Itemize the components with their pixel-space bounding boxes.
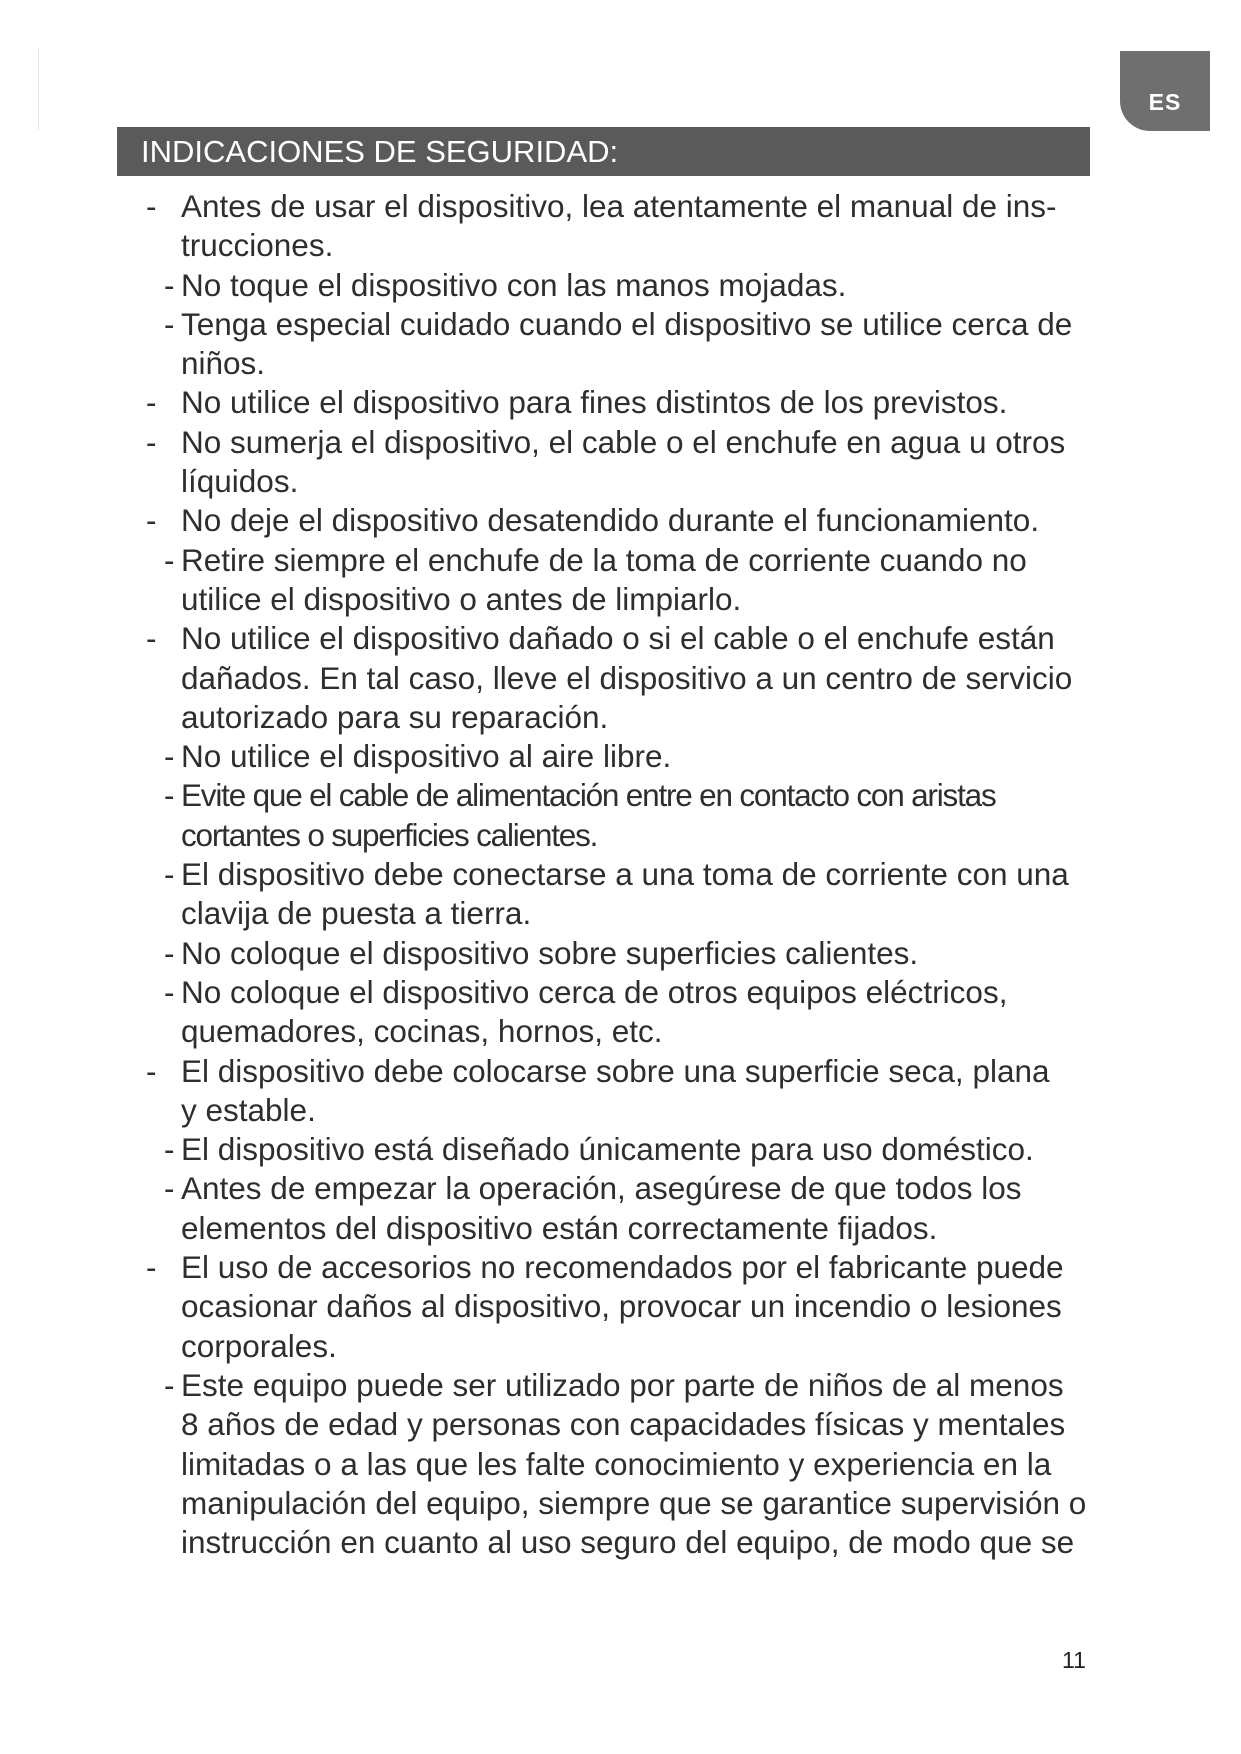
bullet-dash: - <box>146 1249 157 1286</box>
bullet-dash: - <box>164 266 175 303</box>
safety-item <box>146 855 1126 934</box>
bullet-dash: - <box>164 738 175 775</box>
bullet-dash: - <box>164 1366 175 1403</box>
safety-item <box>146 383 1126 422</box>
bullet-dash: - <box>164 777 175 814</box>
safety-item-text: Antes de usar el dispositivo, lea atentamente el manual de ins- trucciones. <box>181 188 1057 264</box>
bullet-dash: - <box>164 1131 175 1168</box>
bullet-dash: - <box>146 620 157 657</box>
safety-item <box>146 776 1126 855</box>
safety-item-text: No utilice el dispositivo dañado o si el cable o el enchufe están dañados. En tal caso, lleve el dispositivo a un centro de servicio autorizado para su reparación. <box>181 620 1073 735</box>
safety-item <box>146 1169 1126 1248</box>
bullet-dash: - <box>164 856 175 893</box>
safety-item <box>146 1130 1126 1169</box>
safety-item <box>146 934 1126 973</box>
safety-instructions-list <box>146 187 1126 1562</box>
bullet-dash: - <box>164 1170 175 1207</box>
page-number: 11 <box>1062 1647 1086 1673</box>
safety-item <box>146 305 1126 384</box>
bullet-dash: - <box>164 305 175 342</box>
safety-item-text: El dispositivo debe colocarse sobre una superficie seca, plana y estable. <box>181 1052 1050 1128</box>
safety-item-text: El dispositivo debe conectarse a una toma de corriente con una clavija de puesta a tierra. <box>181 856 1069 932</box>
safety-item-text: Evite que el cable de alimentación entre en contacto con aristas cortantes o superficies calientes. <box>181 777 996 853</box>
safety-item <box>146 501 1126 540</box>
safety-item <box>146 973 1126 1052</box>
safety-item <box>146 266 1126 305</box>
safety-item <box>146 1366 1126 1562</box>
safety-item-text: El dispositivo está diseñado únicamente para uso doméstico. <box>181 1131 1034 1168</box>
section-title: INDICACIONES DE SEGURIDAD: <box>117 127 1090 176</box>
margin-rule <box>38 48 39 130</box>
safety-item-text: No toque el dispositivo con las manos mojadas. <box>181 266 847 303</box>
safety-item <box>146 737 1126 776</box>
bullet-dash: - <box>146 384 157 421</box>
safety-item-text: No sumerja el dispositivo, el cable o el enchufe en agua u otros líquidos. <box>181 423 1066 500</box>
bullet-dash: - <box>146 188 157 224</box>
safety-item-text: Este equipo puede ser utilizado por parte de niños de al menos 8 años de edad y personas con capacidades físicas y mentales limitadas o a las que les falte conocimiento y experiencia en la manipulación del equipo, siempre que se garantice supervisión o instrucción en cuanto al uso seguro del equipo, de modo que se <box>181 1366 1087 1561</box>
bullet-dash: - <box>164 973 175 1010</box>
safety-item <box>146 187 1126 266</box>
safety-item-text: No coloque el dispositivo sobre superficies calientes. <box>181 934 919 971</box>
safety-item <box>146 1052 1126 1131</box>
safety-item-text: No deje el dispositivo desatendido durante el funcionamiento. <box>181 502 1040 539</box>
safety-item-text: Retire siempre el enchufe de la toma de corriente cuando no utilice el dispositivo o antes de limpiarlo. <box>181 541 1027 617</box>
safety-item-text: Antes de empezar la operación, asegúrese de que todos los elementos del dispositivo están correctamente fijados. <box>181 1170 1022 1246</box>
bullet-dash: - <box>146 502 157 539</box>
safety-item-text: No utilice el dispositivo para fines distintos de los previstos. <box>181 384 1008 421</box>
safety-item <box>146 619 1126 737</box>
safety-item-text: Tenga especial cuidado cuando el dispositivo se utilice cerca de niños. <box>181 305 1073 382</box>
bullet-dash: - <box>164 934 175 971</box>
bullet-dash: - <box>146 1052 157 1089</box>
safety-item-text: No utilice el dispositivo al aire libre. <box>181 738 672 775</box>
safety-item <box>146 423 1126 502</box>
bullet-dash: - <box>164 541 175 578</box>
safety-item-text: El uso de accesorios no recomendados por el fabricante puede ocasionar daños al dispositivo, provocar un incendio o lesiones corporales. <box>181 1249 1064 1364</box>
language-tab: ES <box>1120 51 1210 131</box>
safety-item <box>146 541 1126 620</box>
safety-item-text: No coloque el dispositivo cerca de otros equipos eléctricos, quemadores, cocinas, hornos, etc. <box>181 973 1008 1050</box>
bullet-dash: - <box>146 423 157 460</box>
safety-item <box>146 1248 1126 1366</box>
